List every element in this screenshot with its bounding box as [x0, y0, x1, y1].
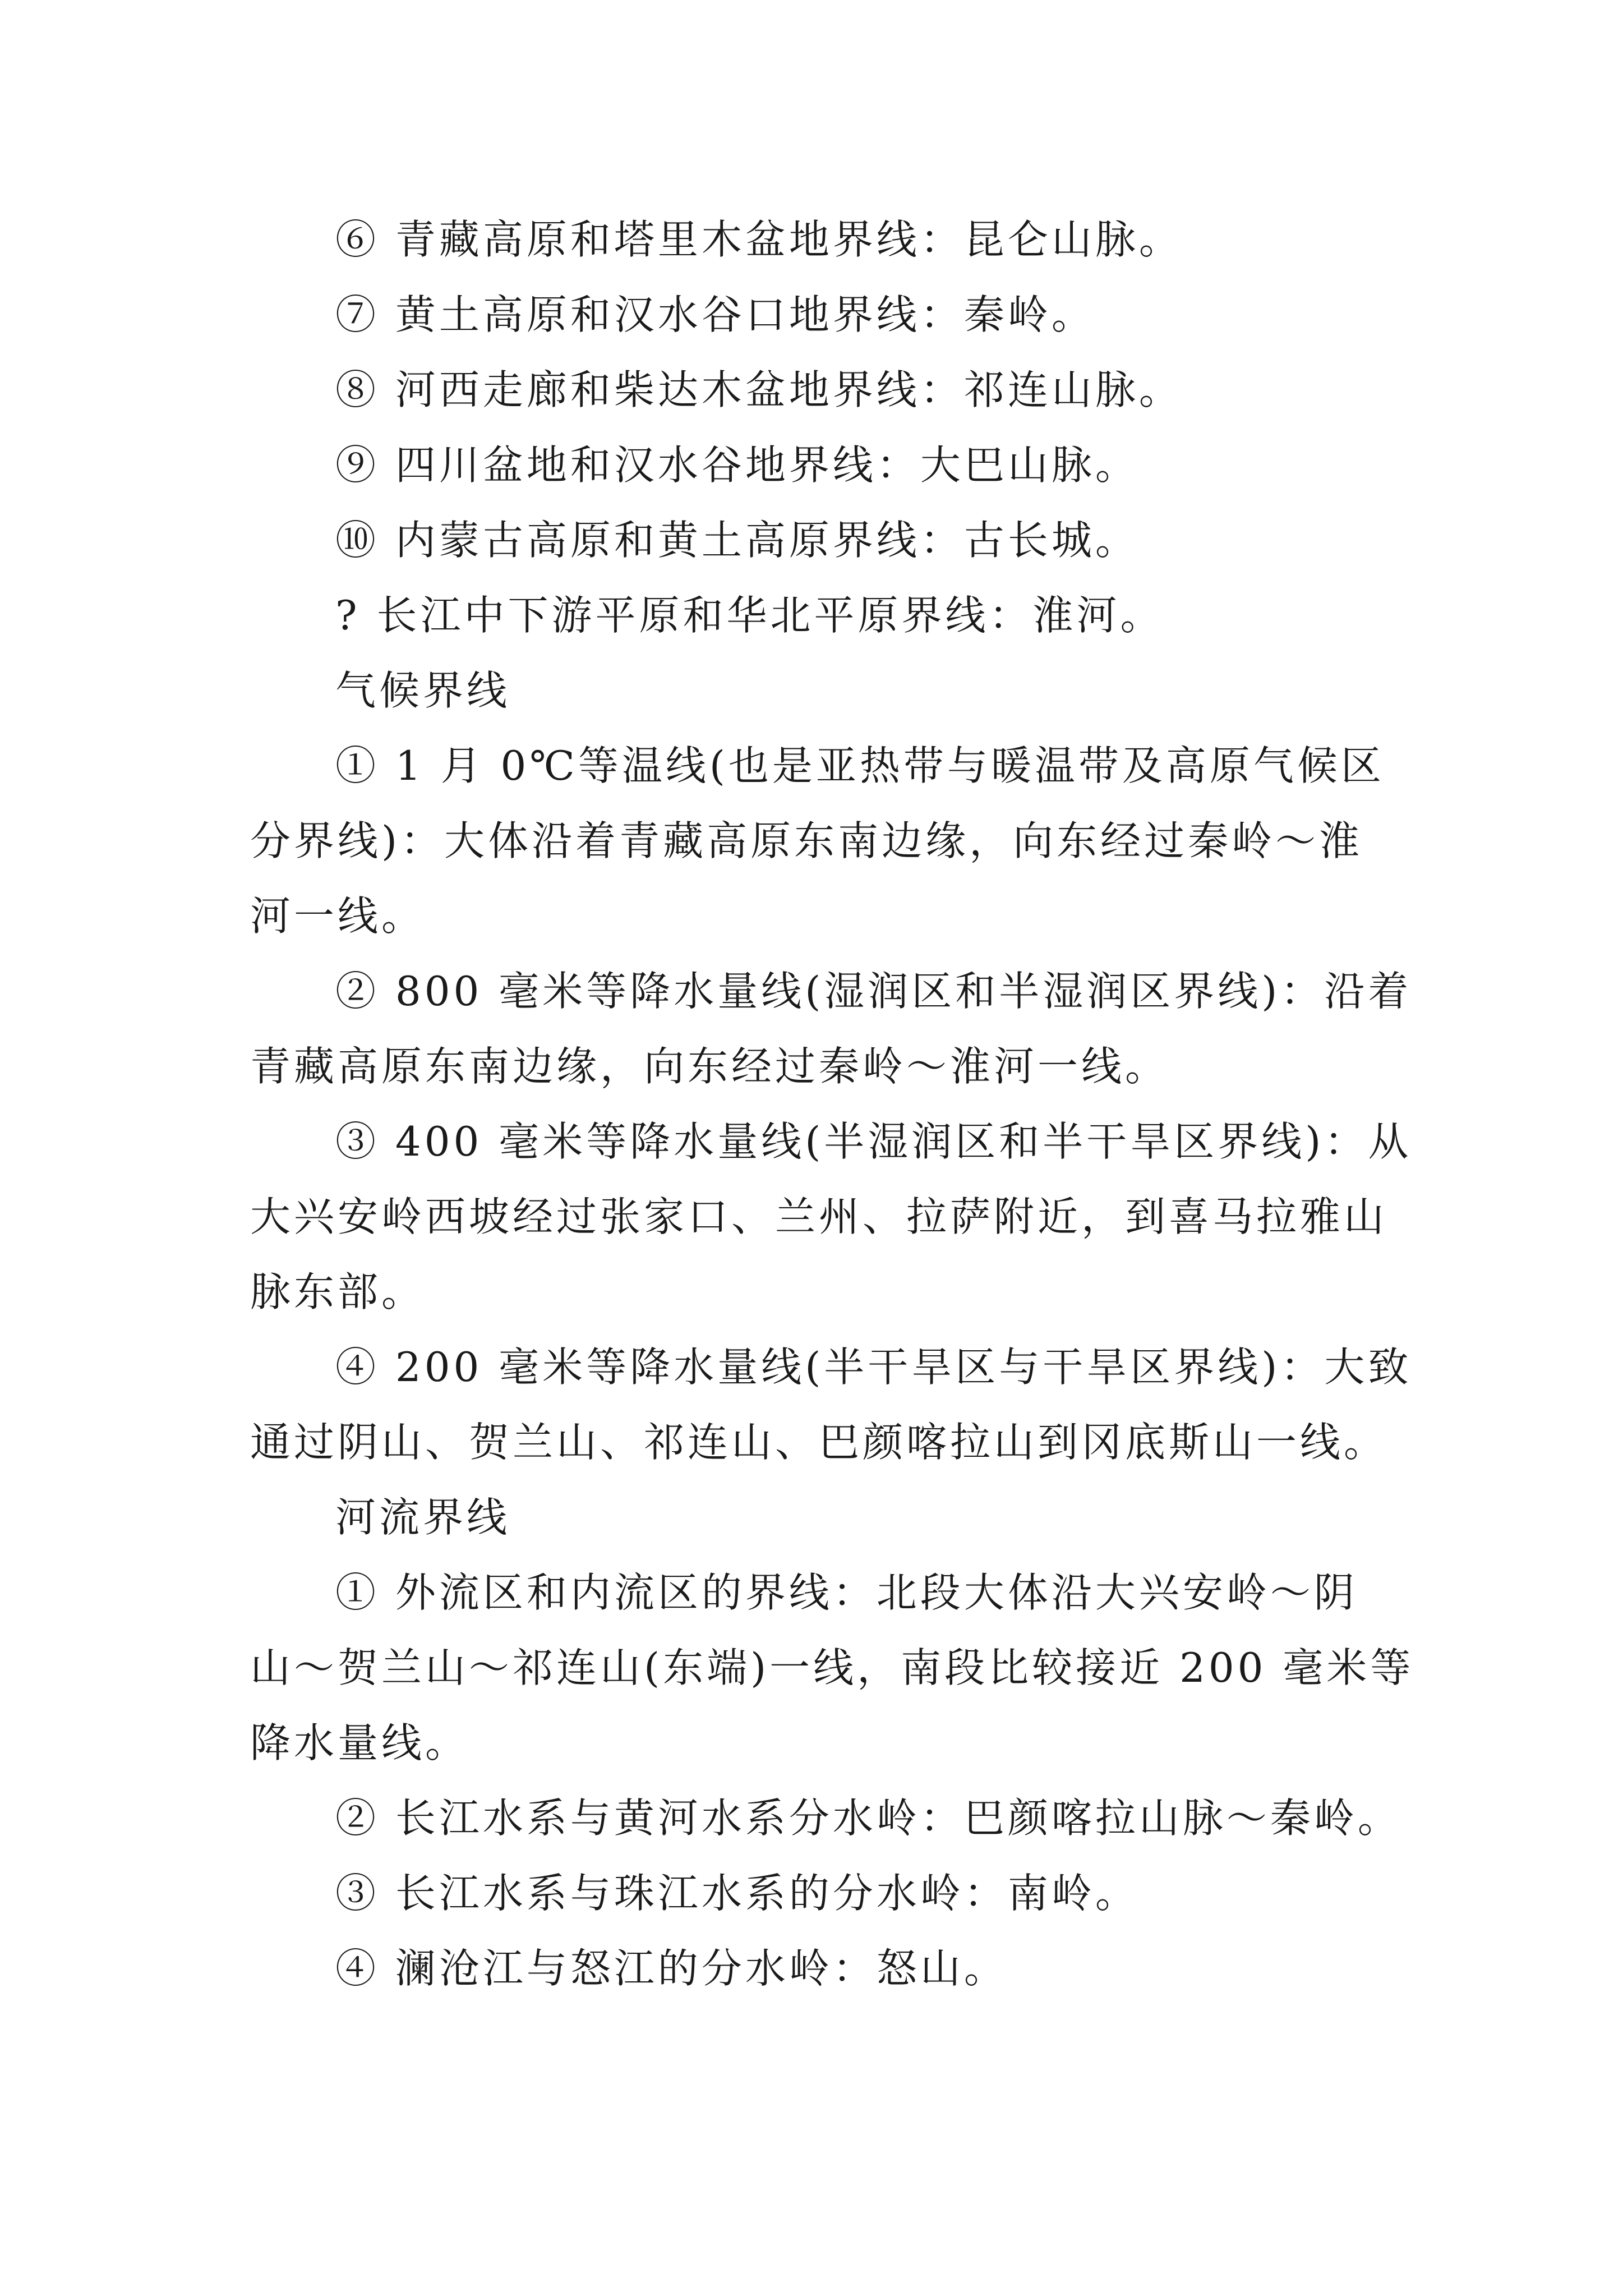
climate-heading: 气候界线 — [335, 667, 511, 714]
text-line: ② 800 毫米等降水量线(湿润区和半湿润区界线)：沿着 — [335, 968, 1412, 1015]
boundary-item-9: ⑨ 四川盆地和汉水谷地界线：大巴山脉。 — [335, 441, 1139, 489]
text-line: ① 外流区和内流区的界线：北段大体沿大兴安岭～阴 — [335, 1569, 1358, 1616]
river-heading: 河流界线 — [335, 1494, 511, 1541]
text-line: ① 1 月 0℃等温线(也是亚热带与暖温带及高原气候区 — [335, 742, 1385, 789]
boundary-item-7: ⑦ 黄土高原和汉水谷口地界线：秦岭。 — [335, 291, 1095, 338]
text-line: 通过阴山、贺兰山、祁连山、巴颜喀拉山到冈底斯山一线。 — [250, 1419, 1388, 1466]
boundary-item-8: ⑧ 河西走廊和柴达木盆地界线：祁连山脉。 — [335, 366, 1183, 413]
boundary-item-6: ⑥ 青藏高原和塔里木盆地界线：昆仑山脉。 — [335, 216, 1183, 263]
document-body — [250, 202, 1414, 2006]
text-line: ④ 200 毫米等降水量线(半干旱区与干旱区界线)：大致 — [335, 1343, 1412, 1391]
river-paragraph-1 — [250, 1555, 1414, 1780]
climate-paragraph-4 — [250, 1329, 1412, 1480]
river-paragraph-2: ② 长江水系与黄河水系分水岭：巴颜喀拉山脉～秦岭。 — [335, 1795, 1401, 1842]
text-line: ③ 400 毫米等降水量线(半湿润区和半干旱区界线)：从 — [335, 1118, 1412, 1165]
climate-paragraph-2 — [250, 954, 1412, 1104]
river-paragraph-4: ④ 澜沧江与怒江的分水岭：怒山。 — [335, 1945, 1008, 1992]
climate-paragraph-1 — [250, 728, 1385, 954]
river-paragraph-3: ③ 长江水系与珠江水系的分水岭：南岭。 — [335, 1870, 1139, 1917]
text-line: 脉东部。 — [250, 1268, 426, 1315]
text-line: 河一线。 — [250, 892, 426, 940]
text-line: 山～贺兰山～祁连山(东端)一线，南段比较接近 200 毫米等 — [250, 1644, 1414, 1691]
text-line: 青藏高原东南边缘，向东经过秦岭～淮河一线。 — [250, 1043, 1169, 1090]
boundary-item-11: ? 长江中下游平原和华北平原界线：淮河。 — [335, 592, 1164, 639]
text-line: 大兴安岭西坡经过张家口、兰州、拉萨附近，到喜马拉雅山 — [250, 1193, 1388, 1240]
text-line: 降水量线。 — [250, 1719, 469, 1766]
boundary-item-10: ⑩ 内蒙古高原和黄土高原界线：古长城。 — [335, 517, 1139, 564]
climate-paragraph-3 — [250, 1104, 1412, 1329]
text-line: 分界线)：大体沿着青藏高原东南边缘，向东经过秦岭～淮 — [250, 817, 1363, 864]
